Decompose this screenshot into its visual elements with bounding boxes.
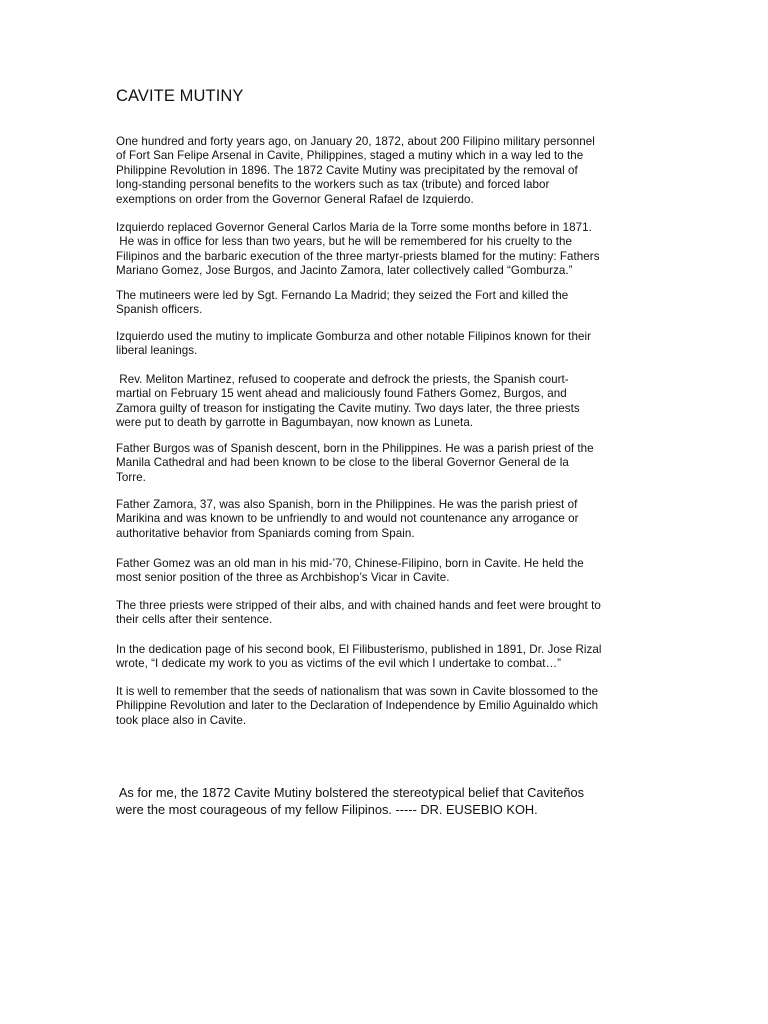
paragraph-8 (116, 557, 656, 586)
paragraph-line: authoritative behavior from Spaniards coming from Spain. (116, 526, 415, 540)
paragraph-line: Rev. Meliton Martinez, refused to cooperate and defrock the priests, the Spanish court- (116, 373, 569, 386)
paragraph-line: Father Burgos was of Spanish descent, born in the Philippines. He was a parish priest of the (116, 442, 594, 455)
paragraph-line: Torre. (116, 470, 146, 484)
paragraph-line: The mutineers were led by Sgt. Fernando La Madrid; they seized the Fort and killed the (116, 289, 569, 302)
paragraph-line: were put to death by garrotte in Bagumbayan, now known as Luneta. (116, 416, 474, 430)
paragraph-line: long-standing personal benefits to the workers such as tax (tribute) and forced labor (116, 178, 550, 192)
paragraph-line: In the dedication page of his second book, El Filibusterismo, published in 1891, Dr. Jose Rizal (116, 643, 602, 656)
paragraph-line: exemptions on order from the Governor General Rafael de Izquierdo. (116, 192, 474, 206)
document-title: CAVITE MUTINY (116, 87, 244, 105)
paragraph-line: their cells after their sentence. (116, 613, 273, 627)
paragraph-line: Philippine Revolution and later to the Declaration of Independence by Emilio Aguinaldo which (116, 699, 599, 713)
paragraph-line: most senior position of the three as Archbishop’s Vicar in Cavite. (116, 571, 450, 585)
paragraph-6 (116, 442, 656, 485)
closing-statement (116, 784, 676, 818)
paragraph-line: Manila Cathedral and had been known to be close to the liberal Governor General de la (116, 456, 569, 470)
paragraph-3 (116, 289, 656, 318)
paragraph-line: Spanish officers. (116, 303, 203, 317)
paragraph-line: took place also in Cavite. (116, 713, 247, 727)
paragraph-5 (116, 373, 656, 431)
paragraph-line: Zamora guilty of treason for instigating the Cavite mutiny. Two days later, the three priests (116, 401, 580, 415)
paragraph-line: Father Zamora, 37, was also Spanish, born in the Philippines. He was the parish priest of (116, 498, 578, 511)
paragraph-line: Philippine Revolution in 1896. The 1872 Cavite Mutiny was precipitated by the removal of (116, 163, 578, 177)
paragraph-4 (116, 330, 656, 359)
paragraph-line: liberal leanings. (116, 344, 198, 358)
paragraph-line: Izquierdo replaced Governor General Carlos Maria de la Torre some months before in 1871. (116, 221, 592, 234)
paragraph-line: Father Gomez was an old man in his mid-’70, Chinese-Filipino, born in Cavite. He held the (116, 557, 584, 570)
paragraph-11 (116, 685, 656, 728)
paragraph-line: He was in office for less than two years, but he will be remembered for his cruelty to the (116, 235, 573, 249)
paragraph-line: Izquierdo used the mutiny to implicate Gomburza and other notable Filipinos known for their (116, 330, 591, 343)
closing-line: were the most courageous of my fellow Filipinos. ----- DR. EUSEBIO KOH. (116, 802, 538, 817)
paragraph-line: Filipinos and the barbaric execution of the three martyr-priests blamed for the mutiny: Fathers (116, 249, 600, 263)
paragraph-line: wrote, “I dedicate my work to you as victims of the evil which I undertake to combat…” (116, 657, 562, 671)
paragraph-line: martial on February 15 went ahead and maliciously found Fathers Gomez, Burgos, and (116, 387, 567, 401)
paragraph-line: Marikina and was known to be unfriendly to and would not countenance any arrogance or (116, 512, 579, 526)
paragraph-line: It is well to remember that the seeds of nationalism that was sown in Cavite blossomed to the (116, 685, 599, 698)
paragraph-9 (116, 599, 656, 628)
paragraph-10 (116, 643, 656, 672)
paragraph-line: One hundred and forty years ago, on January 20, 1872, about 200 Filipino military personnel (116, 135, 595, 148)
paragraph-2 (116, 221, 656, 279)
closing-line: As for me, the 1872 Cavite Mutiny bolstered the stereotypical belief that Caviteños (116, 785, 585, 800)
paragraph-line: The three priests were stripped of their albs, and with chained hands and feet were brought to (116, 599, 601, 612)
paragraph-7 (116, 498, 656, 541)
paragraph-1 (116, 135, 656, 207)
paragraph-line: of Fort San Felipe Arsenal in Cavite, Philippines, staged a mutiny which in a way led to the (116, 149, 584, 163)
paragraph-line: Mariano Gomez, Jose Burgos, and Jacinto Zamora, later collectively called “Gomburza.” (116, 264, 573, 278)
